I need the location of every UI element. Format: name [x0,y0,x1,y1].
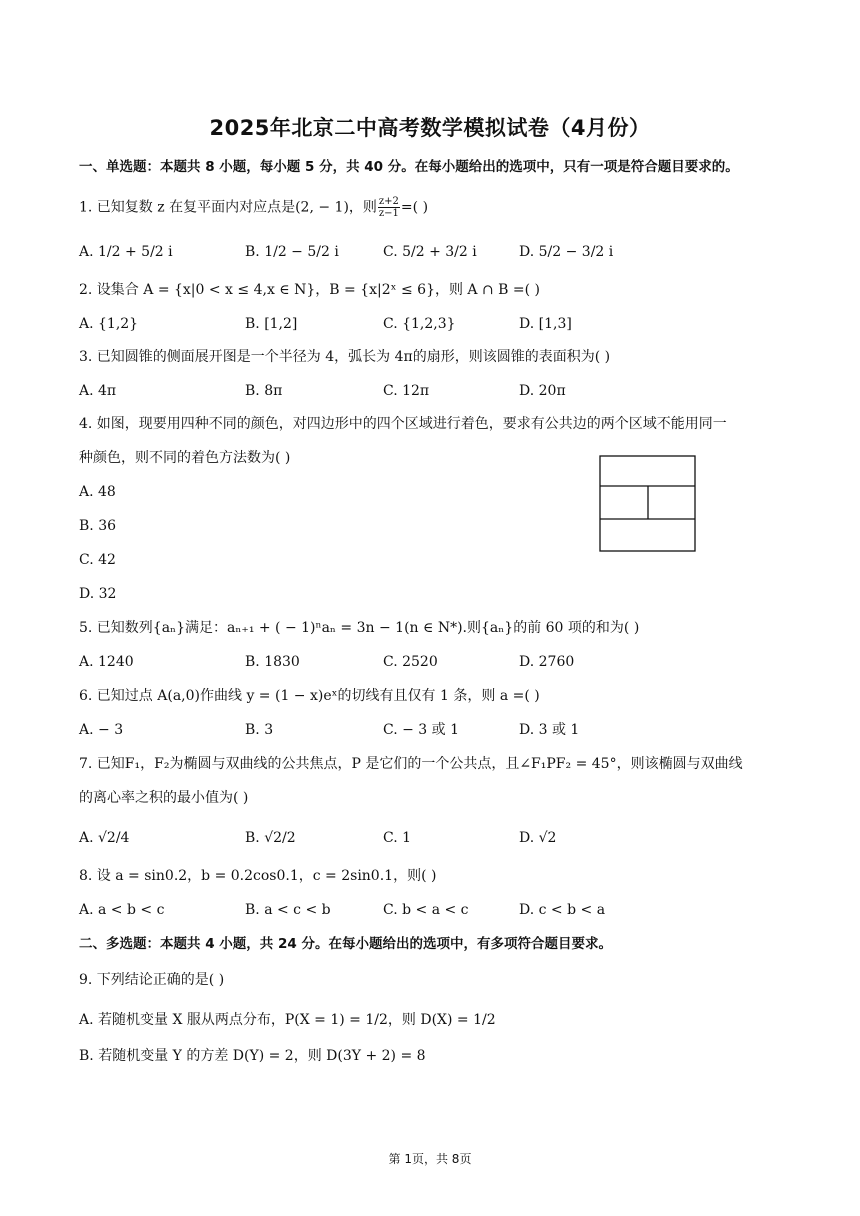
question-2-option-d: D. [1,3] [519,316,572,332]
question-2-option-b: B. [1,2] [245,316,298,332]
question-1-option-a: A. 1/2 + 5/2 i [79,244,173,260]
question-6-option-a: A. − 3 [79,722,124,738]
question-3-option-b: B. 8π [245,383,283,399]
question-4-stem-line1: 4. 如图，现要用四种不同的颜色，对四边形中的四个区域进行着色，要求有公共边的两个区域不能用同一 [79,416,727,432]
page-footer: 第 1页，共 8页 [388,1152,472,1166]
question-3-option-c: C. 12π [383,383,430,399]
question-1-option-c: C. 5/2 + 3/2 i [383,244,477,260]
question-4-option-c: C. 42 [79,552,116,568]
question-8-stem: 8. 设 a = sin0.2，b = 0.2cos0.1，c = 2sin0.1，则( ) [79,868,437,884]
question-3-stem: 3. 已知圆锥的侧面展开图是一个半径为 4，弧长为 4π的扇形，则该圆锥的表面积为( ) [79,349,611,365]
question-8-option-d: D. c < b < a [519,902,606,918]
question-2-stem: 2. 设集合 A = {x|0 < x ≤ 4,x ∈ N}，B = {x|2ˣ ≤ 6}，则 A ∩ B =( ) [79,282,541,298]
question-9-option-b: B. 若随机变量 Y 的方差 D(Y) = 2，则 D(3Y + 2) = 8 [79,1048,426,1064]
question-6-option-c: C. − 3 或 1 [383,722,460,738]
question-4-option-a: A. 48 [79,484,116,500]
question-5-option-a: A. 1240 [79,654,134,670]
question-3-option-d: D. 20π [519,383,566,399]
question-6-option-b: B. 3 [245,722,274,738]
q1-fraction: $\frac{z+2}{z-1}$ [378,196,399,219]
question-4-stem-line2: 种颜色，则不同的着色方法数为( ) [79,450,291,466]
question-6-option-d: D. 3 或 1 [519,722,580,738]
question-9-option-a: A. 若随机变量 X 服从两点分布，P(X = 1) = 1/2，则 D(X) = 1/2 [79,1012,496,1028]
page-title: 2025年北京二中高考数学模拟试卷（4月份） [209,116,651,140]
question-6-stem: 6. 已知过点 A(a,0)作曲线 y = (1 − x)eˣ的切线有且仅有 1 条，则 a =( ) [79,688,540,704]
question-3-option-a: A. 4π [79,383,117,399]
question-5-option-c: C. 2520 [383,654,438,670]
question-7-option-b: B. √2/2 [245,830,296,846]
question-1-option-d: D. 5/2 − 3/2 i [519,244,614,260]
question-4-option-d: D. 32 [79,586,117,602]
section-header-single-choice: 一、单选题：本题共 8 小题，每小题 5 分，共 40 分。在每小题给出的选项中，只有一项是符合题目要求的。 [79,159,739,175]
question-5-option-d: D. 2760 [519,654,575,670]
question-2-option-c: C. {1,2,3} [383,316,456,332]
question-5-stem: 5. 已知数列{aₙ}满足：aₙ₊₁ + ( − 1)ⁿaₙ = 3n − 1(n ∈ N*).则{aₙ}的前 60 项的和为( ) [79,620,640,636]
four-region-figure [599,455,697,553]
question-1-stem: 1. 已知复数 z 在复平面内对应点是(2, − 1)，则 $\frac{z+2}{z-1}$ =( ) [79,196,429,219]
question-7-option-d: D. √2 [519,830,557,846]
question-7-option-a: A. √2/4 [79,830,130,846]
question-8-option-c: C. b < a < c [383,902,469,918]
question-5-option-b: B. 1830 [245,654,300,670]
question-8-option-b: B. a < c < b [245,902,331,918]
question-7-stem-line2: 的离心率之积的最小值为( ) [79,790,249,806]
question-1-option-b: B. 1/2 − 5/2 i [245,244,339,260]
question-2-option-a: A. {1,2} [79,316,139,332]
question-4-option-b: B. 36 [79,518,117,534]
question-8-option-a: A. a < b < c [79,902,165,918]
section-header-multi-choice: 二、多选题：本题共 4 小题，共 24 分。在每小题给出的选项中，有多项符合题目要求。 [79,936,612,952]
question-9-stem: 9. 下列结论正确的是( ) [79,972,225,988]
question-7-stem-line1: 7. 已知F₁，F₂为椭圆与双曲线的公共焦点，P 是它们的一个公共点，且∠F₁PF₂ = 45°，则该椭圆与双曲线 [79,756,743,772]
question-7-option-c: C. 1 [383,830,412,846]
